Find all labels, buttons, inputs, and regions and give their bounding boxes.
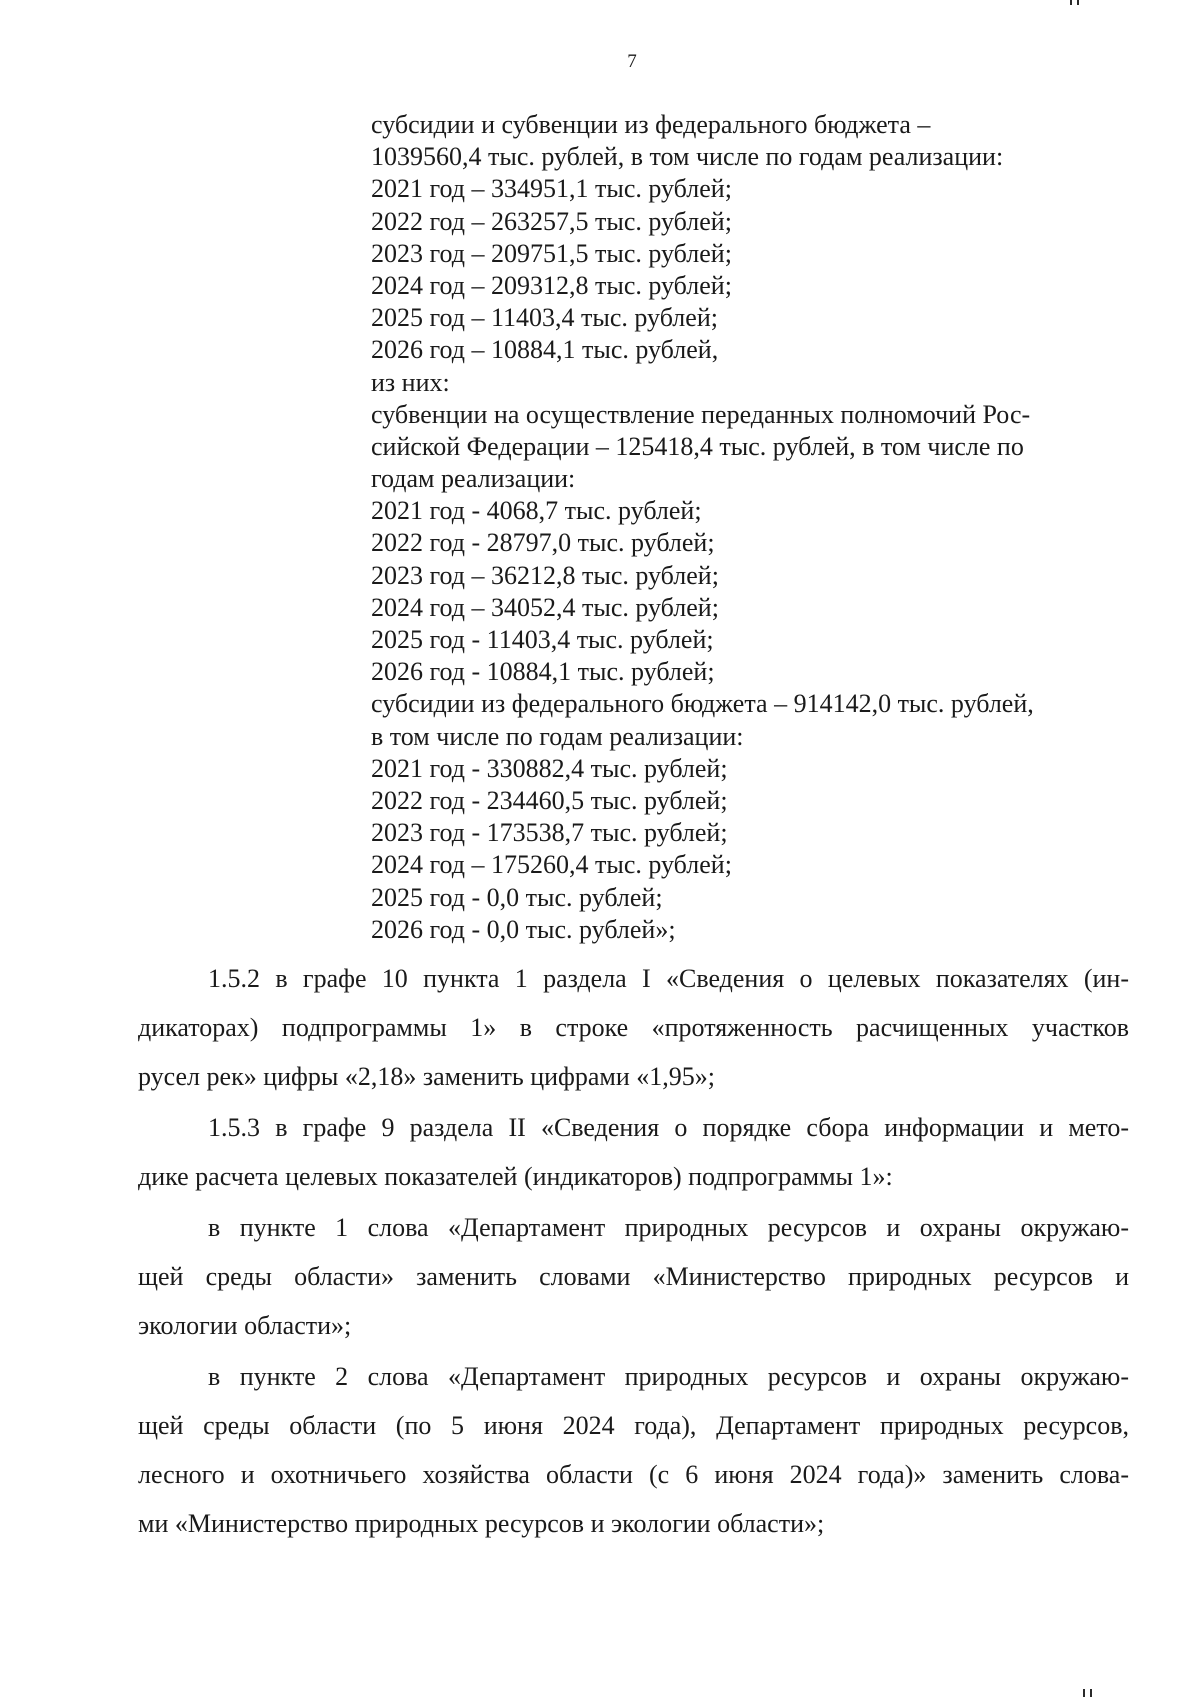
scan-artifact	[1083, 1689, 1085, 1697]
funding-line: 2024 год – 209312,8 тыс. рублей;	[371, 270, 732, 300]
funding-line: 2026 год - 0,0 тыс. рублей»;	[371, 914, 676, 944]
funding-line: годам реализации:	[371, 464, 576, 494]
funding-block	[371, 109, 1131, 946]
funding-line: сийской Федерации – 125418,4 тыс. рублей, в том числе по	[371, 431, 1024, 461]
paragraph-line: 1.5.2 в графе 10 пункта 1 раздела I «Сведения о целевых показателях (ин-	[208, 964, 1129, 993]
funding-line: 2021 год – 334951,1 тыс. рублей;	[371, 174, 732, 204]
funding-line: 2022 год - 28797,0 тыс. рублей;	[371, 528, 715, 558]
paragraph-1-5-3	[138, 1103, 1129, 1201]
funding-line: субсидии и субвенции из федерального бюджета –	[371, 110, 931, 139]
paragraph-line: ми «Министерство природных ресурсов и экологии области»;	[138, 1509, 825, 1538]
funding-line: 1039560,4 тыс. рублей, в том числе по годам реализации:	[371, 142, 1004, 172]
paragraph-line: щей среды области» заменить словами «Министерство природных ресурсов и	[138, 1262, 1129, 1291]
funding-line: субвенции на осуществление переданных полномочий Рос-	[371, 399, 1031, 429]
page-number: 7	[627, 51, 637, 72]
funding-line: 2025 год - 0,0 тыс. рублей;	[371, 882, 663, 912]
scan-artifact	[1090, 1689, 1092, 1697]
funding-line: 2021 год - 4068,7 тыс. рублей;	[371, 496, 702, 526]
funding-line: 2026 год – 10884,1 тыс. рублей,	[371, 335, 719, 365]
body-text	[138, 954, 1129, 1548]
funding-line: 2024 год – 175260,4 тыс. рублей;	[371, 850, 732, 880]
funding-line: 2024 год – 34052,4 тыс. рублей;	[371, 592, 719, 622]
scan-artifact	[1077, 0, 1079, 5]
funding-line: из них:	[371, 367, 450, 397]
paragraph-line: в пункте 2 слова «Департамент природных ресурсов и охраны окружаю-	[208, 1362, 1129, 1391]
funding-line: 2022 год – 263257,5 тыс. рублей;	[371, 206, 732, 236]
scan-artifact	[1070, 0, 1072, 5]
paragraph-line: в пункте 1 слова «Департамент природных ресурсов и охраны окружаю-	[208, 1213, 1129, 1242]
funding-line: субсидии из федерального бюджета – 914142,0 тыс. рублей,	[371, 689, 1034, 719]
funding-line: 2025 год – 11403,4 тыс. рублей;	[371, 303, 718, 333]
funding-line: 2025 год - 11403,4 тыс. рублей;	[371, 625, 714, 654]
paragraph-line: экологии области»;	[138, 1311, 352, 1340]
paragraph-point-1	[138, 1203, 1129, 1350]
funding-line: в том числе по годам реализации:	[371, 721, 744, 751]
funding-line: 2023 год - 173538,7 тыс. рублей;	[371, 818, 728, 848]
funding-line: 2023 год – 209751,5 тыс. рублей;	[371, 238, 732, 268]
funding-line: 2026 год - 10884,1 тыс. рублей;	[371, 657, 715, 687]
paragraph-line: дике расчета целевых показателей (индикаторов) подпрограммы 1»:	[138, 1162, 893, 1191]
paragraph-1-5-2	[138, 954, 1129, 1101]
funding-line: 2021 год - 330882,4 тыс. рублей;	[371, 753, 728, 783]
paragraph-line: русел рек» цифры «2,18» заменить цифрами «1,95»;	[138, 1062, 716, 1091]
funding-line: 2022 год - 234460,5 тыс. рублей;	[371, 785, 728, 815]
paragraph-line: лесного и охотничьего хозяйства области (с 6 июня 2024 года)» заменить слова-	[138, 1460, 1129, 1489]
paragraph-line: щей среды области (по 5 июня 2024 года), Департамент природных ресурсов,	[138, 1411, 1129, 1440]
funding-line: 2023 год – 36212,8 тыс. рублей;	[371, 560, 719, 590]
paragraph-line: дикаторах) подпрограммы 1» в строке «протяженность расчищенных участков	[138, 1013, 1129, 1042]
paragraph-line: 1.5.3 в графе 9 раздела II «Сведения о порядке сбора информации и мето-	[208, 1113, 1129, 1142]
paragraph-point-2	[138, 1352, 1129, 1548]
